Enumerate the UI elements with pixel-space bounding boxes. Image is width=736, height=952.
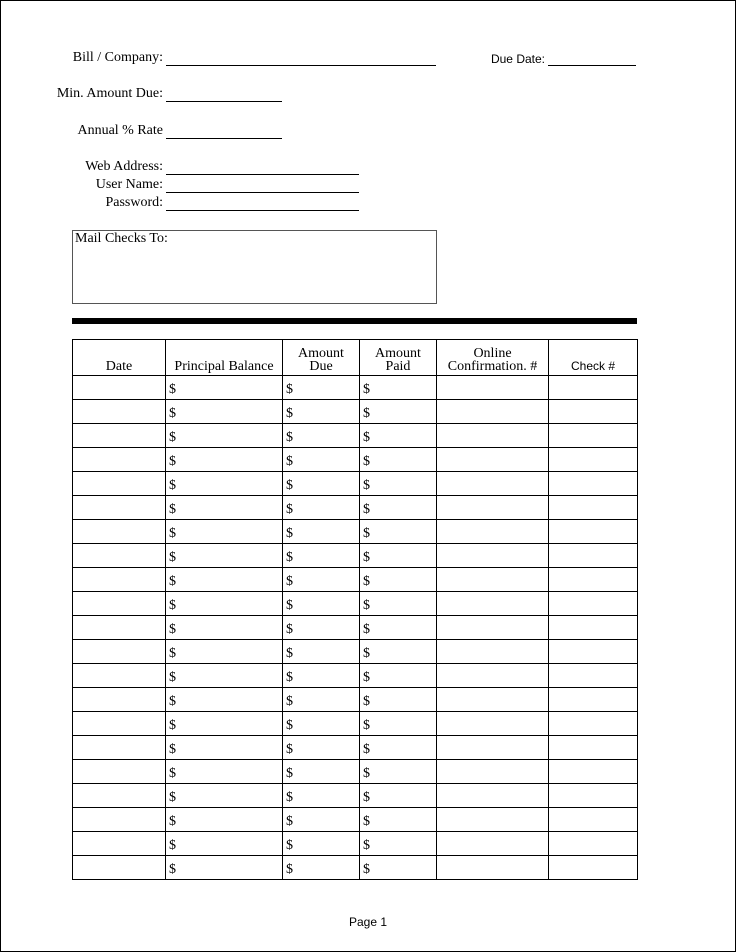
- principal-balance-cell[interactable]: [166, 784, 283, 808]
- password-label: Password:: [105, 195, 163, 210]
- currency-symbol: $: [169, 862, 176, 877]
- payment-log-table: [72, 339, 638, 880]
- currency-symbol: $: [286, 670, 293, 685]
- online-confirmation-cell[interactable]: [437, 568, 549, 592]
- amount-paid-cell[interactable]: [360, 664, 437, 688]
- currency-symbol: $: [169, 478, 176, 493]
- amount-due-cell[interactable]: [283, 736, 360, 760]
- online-confirmation-cell[interactable]: [437, 424, 549, 448]
- page-footer: [1, 915, 735, 929]
- amount-due-cell[interactable]: [283, 424, 360, 448]
- online-confirmation-cell[interactable]: [437, 616, 549, 640]
- amount-due-header-line2: Due: [309, 359, 333, 374]
- table-row: [73, 496, 638, 520]
- currency-symbol: $: [286, 454, 293, 469]
- currency-symbol: $: [363, 766, 370, 781]
- currency-symbol: $: [363, 478, 370, 493]
- amount-due-cell[interactable]: [283, 520, 360, 544]
- min-amount-due-field[interactable]: [166, 101, 282, 102]
- date-cell[interactable]: [73, 640, 166, 664]
- amount-due-cell[interactable]: [283, 808, 360, 832]
- table-row: [73, 856, 638, 880]
- currency-symbol: $: [169, 646, 176, 661]
- date-cell[interactable]: [73, 832, 166, 856]
- amount-paid-cell[interactable]: [360, 400, 437, 424]
- amount-paid-cell[interactable]: [360, 784, 437, 808]
- page-number: Page 1: [348, 915, 388, 929]
- currency-symbol: $: [169, 742, 176, 757]
- currency-symbol: $: [286, 502, 293, 517]
- currency-symbol: $: [286, 406, 293, 421]
- amount-paid-cell[interactable]: [360, 592, 437, 616]
- amount-paid-header-line2: Paid: [385, 359, 411, 374]
- amount-due-cell[interactable]: [283, 640, 360, 664]
- table-row: [73, 760, 638, 784]
- table-header-row: [73, 340, 638, 376]
- currency-symbol: $: [286, 478, 293, 493]
- online-confirmation-cell[interactable]: [437, 808, 549, 832]
- amount-due-cell[interactable]: [283, 664, 360, 688]
- principal-balance-cell[interactable]: [166, 688, 283, 712]
- currency-symbol: $: [363, 790, 370, 805]
- currency-symbol: $: [169, 694, 176, 709]
- currency-symbol: $: [169, 814, 176, 829]
- check-number-cell[interactable]: [549, 520, 638, 544]
- amount-paid-cell[interactable]: [360, 736, 437, 760]
- annual-rate-label: Annual % Rate: [77, 123, 163, 138]
- table-row: [73, 784, 638, 808]
- currency-symbol: $: [363, 622, 370, 637]
- bill-company-field[interactable]: [166, 65, 436, 66]
- principal-balance-cell[interactable]: [166, 448, 283, 472]
- currency-symbol: $: [363, 406, 370, 421]
- amount-paid-cell[interactable]: [360, 712, 437, 736]
- amount-paid-cell[interactable]: [360, 544, 437, 568]
- table-row: [73, 592, 638, 616]
- currency-symbol: $: [286, 430, 293, 445]
- principal-balance-cell[interactable]: [166, 496, 283, 520]
- principal-balance-cell[interactable]: [166, 472, 283, 496]
- currency-symbol: $: [169, 622, 176, 637]
- column-header-online-confirmation: [437, 340, 549, 376]
- currency-symbol: $: [286, 814, 293, 829]
- amount-due-cell[interactable]: [283, 760, 360, 784]
- principal-balance-cell[interactable]: [166, 400, 283, 424]
- amount-paid-cell[interactable]: [360, 688, 437, 712]
- principal-balance-cell[interactable]: [166, 832, 283, 856]
- date-cell[interactable]: [73, 808, 166, 832]
- table-row: [73, 640, 638, 664]
- online-confirmation-cell[interactable]: [437, 376, 549, 400]
- principal-balance-cell[interactable]: [166, 664, 283, 688]
- amount-paid-cell[interactable]: [360, 568, 437, 592]
- date-cell[interactable]: [73, 688, 166, 712]
- table-row: [73, 448, 638, 472]
- principal-balance-cell[interactable]: [166, 808, 283, 832]
- check-number-cell[interactable]: [549, 664, 638, 688]
- currency-symbol: $: [286, 382, 293, 397]
- currency-symbol: $: [286, 622, 293, 637]
- check-number-cell[interactable]: [549, 592, 638, 616]
- amount-paid-cell[interactable]: [360, 376, 437, 400]
- section-divider: [72, 318, 637, 324]
- currency-symbol: $: [286, 574, 293, 589]
- date-cell[interactable]: [73, 448, 166, 472]
- amount-paid-cell[interactable]: [360, 424, 437, 448]
- currency-symbol: $: [169, 382, 176, 397]
- check-number-cell[interactable]: [549, 736, 638, 760]
- online-confirmation-cell[interactable]: [437, 520, 549, 544]
- online-confirmation-cell[interactable]: [437, 784, 549, 808]
- online-confirmation-cell[interactable]: [437, 448, 549, 472]
- principal-balance-cell[interactable]: [166, 736, 283, 760]
- currency-symbol: $: [286, 742, 293, 757]
- currency-symbol: $: [286, 838, 293, 853]
- currency-symbol: $: [169, 598, 176, 613]
- amount-paid-cell[interactable]: [360, 520, 437, 544]
- web-address-label: Web Address:: [85, 159, 163, 174]
- column-header-check-number: [549, 340, 638, 376]
- table-row: [73, 688, 638, 712]
- currency-symbol: $: [286, 598, 293, 613]
- table-row: [73, 472, 638, 496]
- table-row: [73, 568, 638, 592]
- currency-symbol: $: [363, 838, 370, 853]
- currency-symbol: $: [169, 526, 176, 541]
- check-number-cell[interactable]: [549, 808, 638, 832]
- currency-symbol: $: [169, 430, 176, 445]
- column-header-date: [73, 340, 166, 376]
- amount-due-cell[interactable]: [283, 592, 360, 616]
- amount-paid-cell[interactable]: [360, 448, 437, 472]
- principal-balance-cell[interactable]: [166, 376, 283, 400]
- mail-checks-to-label: Mail Checks To:: [75, 231, 168, 246]
- amount-due-cell[interactable]: [283, 448, 360, 472]
- currency-symbol: $: [286, 550, 293, 565]
- currency-symbol: $: [286, 694, 293, 709]
- online-confirmation-cell[interactable]: [437, 856, 549, 880]
- currency-symbol: $: [286, 862, 293, 877]
- currency-symbol: $: [169, 838, 176, 853]
- amount-due-cell[interactable]: [283, 616, 360, 640]
- amount-due-cell[interactable]: [283, 400, 360, 424]
- check-number-cell[interactable]: [549, 616, 638, 640]
- user-name-field[interactable]: [166, 192, 359, 193]
- check-number-cell[interactable]: [549, 832, 638, 856]
- principal-balance-cell[interactable]: [166, 760, 283, 784]
- date-cell[interactable]: [73, 664, 166, 688]
- check-number-cell[interactable]: [549, 424, 638, 448]
- currency-symbol: $: [286, 718, 293, 733]
- currency-symbol: $: [363, 862, 370, 877]
- amount-due-cell[interactable]: [283, 376, 360, 400]
- principal-balance-cell[interactable]: [166, 592, 283, 616]
- amount-due-cell[interactable]: [283, 472, 360, 496]
- currency-symbol: $: [363, 742, 370, 757]
- amount-due-cell[interactable]: [283, 688, 360, 712]
- currency-symbol: $: [363, 454, 370, 469]
- principal-balance-cell[interactable]: [166, 424, 283, 448]
- currency-symbol: $: [169, 718, 176, 733]
- date-cell[interactable]: [73, 712, 166, 736]
- check-number-cell[interactable]: [549, 544, 638, 568]
- online-header-line1: Online: [473, 346, 512, 361]
- table-row: [73, 808, 638, 832]
- currency-symbol: $: [169, 790, 176, 805]
- online-confirmation-cell[interactable]: [437, 592, 549, 616]
- date-cell[interactable]: [73, 856, 166, 880]
- table-row: [73, 664, 638, 688]
- date-cell[interactable]: [73, 424, 166, 448]
- table-row: [73, 544, 638, 568]
- currency-symbol: $: [363, 502, 370, 517]
- amount-paid-cell[interactable]: [360, 496, 437, 520]
- date-cell[interactable]: [73, 544, 166, 568]
- currency-symbol: $: [169, 406, 176, 421]
- table-row: [73, 616, 638, 640]
- currency-symbol: $: [286, 526, 293, 541]
- currency-symbol: $: [363, 718, 370, 733]
- date-header-text: Date: [105, 359, 133, 374]
- online-header-line2: Confirmation. #: [447, 359, 538, 374]
- amount-due-cell[interactable]: [283, 568, 360, 592]
- due-date-field[interactable]: [548, 65, 636, 66]
- check-number-cell[interactable]: [549, 712, 638, 736]
- bill-company-label: Bill / Company:: [72, 50, 163, 65]
- amount-paid-cell[interactable]: [360, 856, 437, 880]
- currency-symbol: $: [169, 670, 176, 685]
- check-number-cell[interactable]: [549, 760, 638, 784]
- principal-balance-cell[interactable]: [166, 712, 283, 736]
- table-row: [73, 832, 638, 856]
- check-number-cell[interactable]: [549, 496, 638, 520]
- currency-symbol: $: [363, 550, 370, 565]
- column-header-principal-balance: [166, 340, 283, 376]
- currency-symbol: $: [169, 454, 176, 469]
- amount-due-cell[interactable]: [283, 832, 360, 856]
- date-cell[interactable]: [73, 736, 166, 760]
- online-confirmation-cell[interactable]: [437, 664, 549, 688]
- check-number-cell[interactable]: [549, 376, 638, 400]
- currency-symbol: $: [169, 502, 176, 517]
- currency-symbol: $: [363, 694, 370, 709]
- principal-balance-cell[interactable]: [166, 520, 283, 544]
- user-name-label: User Name:: [95, 177, 163, 192]
- amount-due-header-line1: Amount: [298, 346, 344, 361]
- check-number-cell[interactable]: [549, 448, 638, 472]
- check-number-cell[interactable]: [549, 568, 638, 592]
- currency-symbol: $: [363, 526, 370, 541]
- date-cell[interactable]: [73, 592, 166, 616]
- check-number-cell[interactable]: [549, 472, 638, 496]
- online-confirmation-cell[interactable]: [437, 712, 549, 736]
- column-header-amount-due: [283, 340, 360, 376]
- amount-due-cell[interactable]: [283, 544, 360, 568]
- password-field[interactable]: [166, 210, 359, 211]
- currency-symbol: $: [363, 646, 370, 661]
- amount-due-cell[interactable]: [283, 856, 360, 880]
- online-confirmation-cell[interactable]: [437, 736, 549, 760]
- date-cell[interactable]: [73, 568, 166, 592]
- online-confirmation-cell[interactable]: [437, 496, 549, 520]
- amount-paid-cell[interactable]: [360, 808, 437, 832]
- currency-symbol: $: [169, 574, 176, 589]
- currency-symbol: $: [286, 766, 293, 781]
- check-number-cell[interactable]: [549, 640, 638, 664]
- currency-symbol: $: [363, 430, 370, 445]
- table-row: [73, 376, 638, 400]
- currency-symbol: $: [169, 766, 176, 781]
- online-confirmation-cell[interactable]: [437, 400, 549, 424]
- date-cell[interactable]: [73, 400, 166, 424]
- principal-balance-cell[interactable]: [166, 616, 283, 640]
- table-row: [73, 424, 638, 448]
- currency-symbol: $: [363, 670, 370, 685]
- table-row: [73, 736, 638, 760]
- currency-symbol: $: [363, 382, 370, 397]
- web-address-field[interactable]: [166, 174, 359, 175]
- amount-paid-cell[interactable]: [360, 832, 437, 856]
- principal-balance-cell[interactable]: [166, 856, 283, 880]
- currency-symbol: $: [363, 598, 370, 613]
- amount-paid-cell[interactable]: [360, 640, 437, 664]
- annual-rate-field[interactable]: [166, 138, 282, 139]
- table-row: [73, 400, 638, 424]
- date-cell[interactable]: [73, 496, 166, 520]
- amount-due-cell[interactable]: [283, 496, 360, 520]
- check-number-cell[interactable]: [549, 688, 638, 712]
- check-number-cell[interactable]: [549, 400, 638, 424]
- check-number-cell[interactable]: [549, 856, 638, 880]
- online-confirmation-cell[interactable]: [437, 832, 549, 856]
- currency-symbol: $: [286, 790, 293, 805]
- currency-symbol: $: [286, 646, 293, 661]
- date-cell[interactable]: [73, 520, 166, 544]
- principal-balance-cell[interactable]: [166, 640, 283, 664]
- principal-balance-cell[interactable]: [166, 568, 283, 592]
- currency-symbol: $: [363, 574, 370, 589]
- amount-paid-header-line1: Amount: [375, 346, 421, 361]
- date-cell[interactable]: [73, 376, 166, 400]
- amount-paid-cell[interactable]: [360, 616, 437, 640]
- principal-balance-cell[interactable]: [166, 544, 283, 568]
- online-confirmation-cell[interactable]: [437, 760, 549, 784]
- online-confirmation-cell[interactable]: [437, 640, 549, 664]
- check-number-cell[interactable]: [549, 784, 638, 808]
- check-number-header-text: Check #: [570, 359, 616, 373]
- date-cell[interactable]: [73, 616, 166, 640]
- amount-paid-cell[interactable]: [360, 472, 437, 496]
- due-date-label: Due Date:: [490, 52, 545, 66]
- principal-balance-header-text: Principal Balance: [174, 359, 274, 374]
- amount-due-cell[interactable]: [283, 784, 360, 808]
- online-confirmation-cell[interactable]: [437, 544, 549, 568]
- currency-symbol: $: [169, 550, 176, 565]
- amount-paid-cell[interactable]: [360, 760, 437, 784]
- amount-due-cell[interactable]: [283, 712, 360, 736]
- mail-checks-to-box[interactable]: [72, 230, 437, 304]
- online-confirmation-cell[interactable]: [437, 688, 549, 712]
- min-amount-due-label: Min. Amount Due:: [56, 86, 163, 101]
- date-cell[interactable]: [73, 784, 166, 808]
- online-confirmation-cell[interactable]: [437, 472, 549, 496]
- table-row: [73, 712, 638, 736]
- date-cell[interactable]: [73, 472, 166, 496]
- currency-symbol: $: [363, 814, 370, 829]
- table-row: [73, 520, 638, 544]
- date-cell[interactable]: [73, 760, 166, 784]
- column-header-amount-paid: [360, 340, 437, 376]
- table-body: [73, 376, 638, 880]
